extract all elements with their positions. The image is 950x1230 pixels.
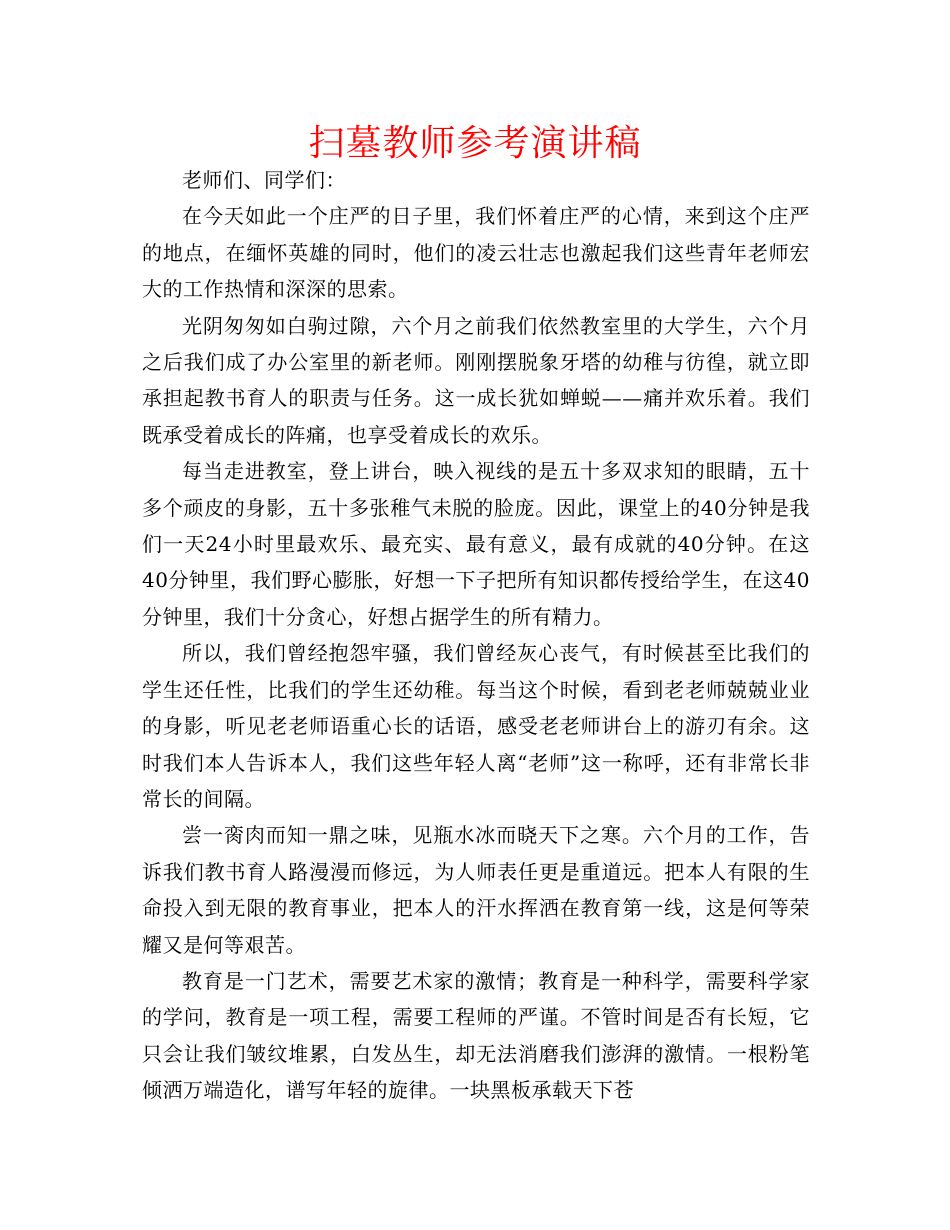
greeting-paragraph: 老师们、同学们： — [182, 168, 346, 192]
body-paragraph-3: 每当走进教室，登上讲台，映入视线的是五十多双求知的眼睛，五十多个顽皮的身影，五十多张稚气未脱的脸庞。因此，课堂上的40分钟是我们一天24小时里最欢乐、最充实、最有意义，最有成就的40分钟。在这40分钟里，我们野心膨胀，好想一下子把所有知识都传授给学生，在这40分钟里，我们十分贪心，好想占据学生的所有精力。 — [142, 459, 810, 629]
body-paragraph-1: 在今天如此一个庄严的日子里，我们怀着庄严的心情，来到这个庄严的地点，在缅怀英雄的同时，他们的凌云壮志也激起我们这些青年老师宏大的工作热情和深深的思索。 — [142, 204, 810, 302]
document-title: 扫墓教师参考演讲稿 — [308, 123, 642, 164]
body-paragraph-4: 所以，我们曾经抱怨牢骚，我们曾经灰心丧气，有时候甚至比我们的学生还任性，比我们的学生还幼稚。每当这个时候，看到老老师兢兢业业的身影，听见老老师语重心长的话语，感受老老师讲台上的游刃有余。这时我们本人告诉本人，我们这些年轻人离“老师”这一称呼，还有非常长非常长的间隔。 — [142, 641, 810, 811]
body-paragraph-6: 教育是一门艺术，需要艺术家的激情；教育是一种科学，需要科学家的学问，教育是一项工程，需要工程师的严谨。不管时间是否有长短，它只会让我们皱纹堆累，白发丛生，却无法消磨我们澎湃的激情。一根粉笔倾洒万端造化，谱写年轻的旋律。一块黑板承载天下苍 — [142, 968, 810, 1103]
body-paragraph-5: 尝一脔肉而知一鼎之味，见瓶水冰而晓天下之寒。六个月的工作，告诉我们教书育人路漫漫而修远，为人师表任更是重道远。把本人有限的生命投入到无限的教育事业，把本人的汗水挥洒在教育第一线，这是何等荣耀又是何等艰苦。 — [142, 823, 810, 957]
document-body — [142, 162, 810, 1109]
body-paragraph-2: 光阴匆匆如白驹过隙，六个月之前我们依然教室里的大学生，六个月之后我们成了办公室里的新老师。刚刚摆脱象牙塔的幼稚与彷徨，就立即承担起教书育人的职责与任务。这一成长犹如蝉蜕——痛并欢乐着。我们既承受着成长的阵痛，也享受着成长的欢乐。 — [142, 313, 810, 447]
